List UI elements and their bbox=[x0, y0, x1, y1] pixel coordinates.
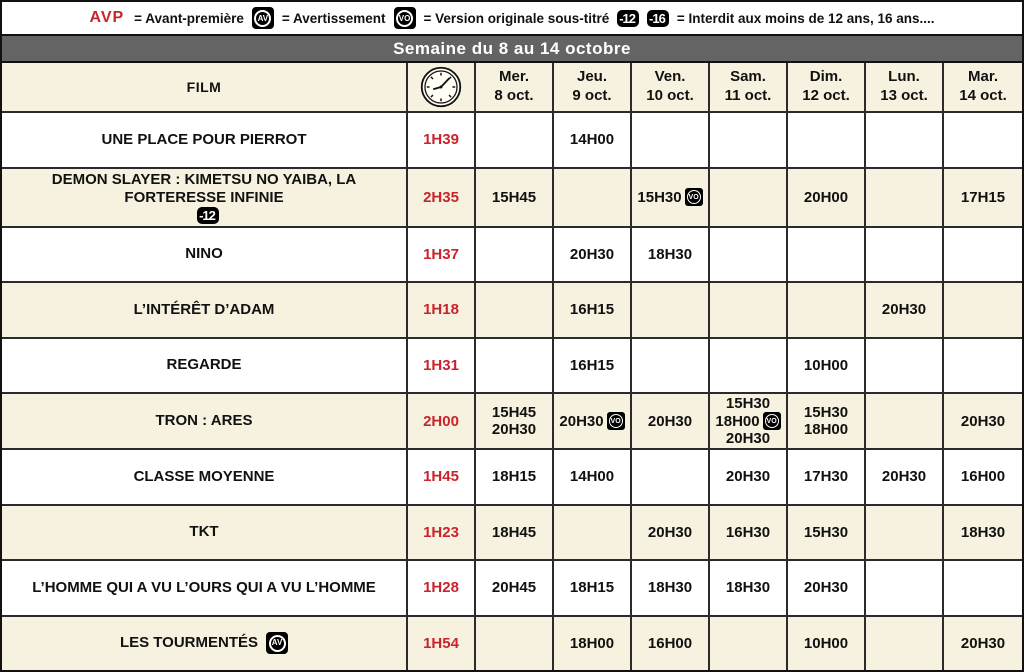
age-text: = Interdit aux moins de 12 ans, 16 ans.... bbox=[676, 10, 935, 26]
showtime-text: 18H30 bbox=[647, 579, 693, 597]
showtime-cell bbox=[632, 450, 710, 504]
showtime-cell bbox=[476, 228, 554, 282]
showtime-text: 15H30 bbox=[725, 395, 771, 412]
showtime-text: 17H15 bbox=[960, 188, 1006, 206]
day-name: Lun. bbox=[888, 68, 920, 86]
showtime-text: 17H30 bbox=[803, 468, 849, 486]
showtime bbox=[804, 524, 848, 541]
showtime-cell bbox=[866, 506, 944, 560]
av-badge-icon: AV bbox=[252, 7, 274, 29]
showtime-cell bbox=[944, 113, 1022, 167]
day-name: Mer. bbox=[498, 68, 529, 86]
avp-text: = Avant-première bbox=[134, 10, 244, 26]
vo-text: = Version originale sous-titré bbox=[423, 10, 610, 26]
day-date: 9 oct. bbox=[572, 87, 612, 104]
showtime-cell bbox=[944, 169, 1022, 226]
film-row bbox=[2, 617, 1022, 671]
showtime bbox=[570, 579, 614, 596]
film-title bbox=[2, 283, 408, 337]
showtime-cell bbox=[554, 169, 632, 226]
showtime-cell bbox=[866, 394, 944, 448]
film-duration: 1H45 bbox=[408, 450, 476, 504]
showtime-cell bbox=[554, 506, 632, 560]
showtime-cell bbox=[632, 394, 710, 448]
showtime-text: 20H00 bbox=[803, 188, 849, 206]
showtime-cell bbox=[632, 228, 710, 282]
showtime bbox=[637, 188, 702, 206]
showtime-text: 20H30 bbox=[647, 412, 693, 430]
showtime bbox=[648, 246, 692, 263]
showtime-text: 10H00 bbox=[803, 356, 849, 374]
film-title bbox=[2, 169, 408, 226]
showtime-cell bbox=[710, 394, 788, 448]
day-date: 8 oct. bbox=[494, 87, 534, 104]
showtime bbox=[648, 579, 692, 596]
vo-badge-icon: VO bbox=[685, 188, 703, 206]
day-column-header-sam bbox=[710, 63, 788, 111]
schedule-sheet bbox=[0, 36, 1024, 672]
film-title bbox=[2, 339, 408, 393]
day-name: Ven. bbox=[654, 68, 686, 86]
showtime-cell bbox=[944, 394, 1022, 448]
showtime-text: 18H15 bbox=[491, 468, 537, 486]
day-column-header-jeu bbox=[554, 63, 632, 111]
showtime-text: 16H00 bbox=[647, 634, 693, 652]
showtime-cell bbox=[710, 169, 788, 226]
table-header-row bbox=[2, 63, 1022, 113]
showtime bbox=[804, 404, 848, 421]
showtime bbox=[492, 468, 536, 485]
showtime-cell bbox=[866, 169, 944, 226]
showtime bbox=[726, 468, 770, 485]
day-column-header-ven bbox=[632, 63, 710, 111]
showtime-cell bbox=[944, 283, 1022, 337]
showtime-cell bbox=[554, 228, 632, 282]
showtime-cell bbox=[554, 450, 632, 504]
showtime-cell bbox=[710, 506, 788, 560]
showtime bbox=[726, 579, 770, 596]
film-duration: 2H00 bbox=[408, 394, 476, 448]
showtime-cell bbox=[866, 228, 944, 282]
film-duration: 2H35 bbox=[408, 169, 476, 226]
showtime-cell bbox=[788, 561, 866, 615]
showtime bbox=[570, 357, 614, 374]
film-row bbox=[2, 169, 1022, 228]
showtime bbox=[648, 635, 692, 652]
showtime-cell bbox=[788, 450, 866, 504]
showtime-text: 15H30 bbox=[803, 523, 849, 541]
showtime-cell bbox=[866, 617, 944, 671]
vo-badge-icon: VO bbox=[607, 412, 625, 430]
week-title: Semaine du 8 au 14 octobre bbox=[393, 38, 631, 58]
film-row bbox=[2, 228, 1022, 284]
showtime-text: 20H30 bbox=[725, 468, 771, 486]
showtime bbox=[804, 357, 848, 374]
age-12-badge-icon: -12 bbox=[617, 10, 639, 27]
showtime-text: 15H30 bbox=[803, 404, 849, 421]
showtime-text: 14H00 bbox=[569, 131, 615, 149]
film-row bbox=[2, 506, 1022, 562]
showtime bbox=[804, 421, 848, 438]
film-duration: 1H28 bbox=[408, 561, 476, 615]
showtime-cell bbox=[476, 283, 554, 337]
showtime-text: 15H45 bbox=[491, 404, 537, 421]
showtime-text: 18H30 bbox=[960, 523, 1006, 541]
showtime-cell bbox=[632, 283, 710, 337]
film-duration: 1H37 bbox=[408, 228, 476, 282]
showtime bbox=[726, 524, 770, 541]
showtime bbox=[804, 579, 848, 596]
showtime-cell bbox=[476, 450, 554, 504]
day-column-header-mar bbox=[944, 63, 1022, 111]
showtime-cell bbox=[632, 617, 710, 671]
showtime-text: 18H30 bbox=[725, 579, 771, 597]
showtime bbox=[804, 635, 848, 652]
showtime-cell bbox=[476, 561, 554, 615]
film-title-text: LES TOURMENTÉS bbox=[119, 634, 259, 652]
age-12-badge-icon: -12 bbox=[197, 207, 219, 224]
showtime-cell bbox=[710, 283, 788, 337]
showtime bbox=[492, 524, 536, 541]
showtime-text: 15H45 bbox=[491, 188, 537, 206]
showtime bbox=[961, 524, 1005, 541]
film-duration: 1H39 bbox=[408, 113, 476, 167]
film-title-text: CLASSE MOYENNE bbox=[133, 467, 275, 485]
showtime-cell bbox=[710, 450, 788, 504]
film-title bbox=[2, 450, 408, 504]
film-duration: 1H18 bbox=[408, 283, 476, 337]
day-name: Sam. bbox=[730, 68, 766, 86]
day-column-header-dim bbox=[788, 63, 866, 111]
film-title bbox=[2, 228, 408, 282]
showtime-cell bbox=[866, 339, 944, 393]
film-title-text: NINO bbox=[185, 245, 223, 263]
showtime bbox=[492, 189, 536, 206]
showtime bbox=[570, 301, 614, 318]
showtime-cell bbox=[944, 450, 1022, 504]
film-title bbox=[2, 394, 408, 448]
film-row bbox=[2, 339, 1022, 395]
showtime-text: 20H30 bbox=[803, 579, 849, 597]
showtime-text: 20H30 bbox=[559, 412, 604, 430]
film-row bbox=[2, 113, 1022, 169]
av-badge-icon: AV bbox=[266, 632, 288, 654]
showtime-cell bbox=[554, 339, 632, 393]
showtime-cell bbox=[554, 394, 632, 448]
showtime-text: 15H30 bbox=[637, 188, 682, 206]
film-row bbox=[2, 394, 1022, 450]
showtime-text: 16H00 bbox=[960, 468, 1006, 486]
showtime-cell bbox=[710, 228, 788, 282]
showtime-cell bbox=[710, 339, 788, 393]
film-title bbox=[2, 113, 408, 167]
film-title bbox=[2, 617, 408, 671]
showtime-text: 18H00 bbox=[803, 421, 849, 438]
showtime-cell bbox=[476, 394, 554, 448]
showtime-cell bbox=[944, 561, 1022, 615]
showtime-text: 16H15 bbox=[569, 301, 615, 319]
age-16-badge-icon: -16 bbox=[647, 10, 669, 27]
film-row bbox=[2, 561, 1022, 617]
showtime-cell bbox=[476, 339, 554, 393]
showtime bbox=[648, 524, 692, 541]
showtime bbox=[570, 131, 614, 148]
film-title-text: TRON : ARES bbox=[155, 412, 253, 429]
showtime bbox=[648, 413, 692, 430]
showtime bbox=[492, 579, 536, 596]
film-title bbox=[2, 506, 408, 560]
showtime-text: 20H30 bbox=[647, 523, 693, 541]
showtime-text: 10H00 bbox=[803, 634, 849, 652]
showtime bbox=[559, 412, 624, 430]
showtime-cell bbox=[788, 617, 866, 671]
showtime-text: 18H00 bbox=[715, 412, 760, 430]
showtime-cell bbox=[554, 283, 632, 337]
showtime-cell bbox=[710, 561, 788, 615]
showtime bbox=[804, 468, 848, 485]
day-date: 14 oct. bbox=[959, 87, 1007, 104]
showtime-cell bbox=[788, 394, 866, 448]
showtime-cell bbox=[554, 617, 632, 671]
showtime-cell bbox=[632, 561, 710, 615]
day-date: 13 oct. bbox=[880, 87, 928, 104]
showtime-cell bbox=[476, 169, 554, 226]
showtime-cell bbox=[788, 169, 866, 226]
showtime bbox=[804, 189, 848, 206]
showtime-cell bbox=[944, 339, 1022, 393]
showtime bbox=[726, 395, 770, 412]
day-column-header-lun bbox=[866, 63, 944, 111]
showtime-cell bbox=[944, 506, 1022, 560]
showtime-cell bbox=[944, 617, 1022, 671]
showtime-cell bbox=[632, 506, 710, 560]
legend-bar bbox=[0, 0, 1024, 36]
day-name: Jeu. bbox=[576, 68, 607, 86]
day-name: Mar. bbox=[967, 68, 998, 86]
showtime bbox=[961, 413, 1005, 430]
film-title-text: REGARDE bbox=[166, 356, 242, 374]
showtime-cell bbox=[866, 283, 944, 337]
showtime-cell bbox=[632, 169, 710, 226]
vo-badge-icon: VO bbox=[763, 412, 781, 430]
showtime-text: 20H30 bbox=[881, 301, 927, 319]
showtime bbox=[882, 301, 926, 318]
showtime-cell bbox=[944, 228, 1022, 282]
showtime-cell bbox=[710, 113, 788, 167]
showtime-text: 18H00 bbox=[569, 634, 615, 652]
showtime-text: 16H30 bbox=[725, 523, 771, 541]
showtime-text: 20H30 bbox=[491, 421, 537, 438]
showtime bbox=[570, 635, 614, 652]
showtime bbox=[961, 189, 1005, 206]
duration-column-header bbox=[408, 63, 476, 111]
showtime-cell bbox=[476, 617, 554, 671]
showtime-text: 20H30 bbox=[960, 412, 1006, 430]
showtime bbox=[726, 430, 770, 447]
showtime-cell bbox=[710, 617, 788, 671]
film-title-text: UNE PLACE POUR PIERROT bbox=[101, 130, 307, 148]
film-duration: 1H54 bbox=[408, 617, 476, 671]
film-duration: 1H23 bbox=[408, 506, 476, 560]
showtime-cell bbox=[476, 113, 554, 167]
showtime-cell bbox=[554, 561, 632, 615]
avp-label: AVP bbox=[89, 9, 125, 26]
film-title-text: DEMON SLAYER : KIMETSU NO YAIBA, LA FORTERESSE INFINIE bbox=[51, 170, 357, 206]
showtime-cell bbox=[788, 339, 866, 393]
showtime-cell bbox=[866, 450, 944, 504]
showtime-cell bbox=[788, 228, 866, 282]
day-name: Dim. bbox=[809, 68, 843, 86]
showtime-text: 20H30 bbox=[960, 634, 1006, 652]
film-title-text: TKT bbox=[189, 523, 219, 541]
showtime bbox=[961, 635, 1005, 652]
week-title-bar bbox=[2, 36, 1022, 63]
day-column-header-mer bbox=[476, 63, 554, 111]
day-date: 10 oct. bbox=[646, 87, 694, 104]
showtime-text: 20H30 bbox=[569, 245, 615, 263]
showtime-cell bbox=[788, 283, 866, 337]
showtime-cell bbox=[476, 506, 554, 560]
film-title bbox=[2, 561, 408, 615]
showtime bbox=[570, 468, 614, 485]
film-row bbox=[2, 283, 1022, 339]
showtime-cell bbox=[632, 339, 710, 393]
vo-badge-icon: VO bbox=[394, 7, 416, 29]
showtime-cell bbox=[788, 113, 866, 167]
film-column-header: FILM bbox=[2, 63, 408, 111]
showtime-text: 18H15 bbox=[569, 579, 615, 597]
showtime bbox=[882, 468, 926, 485]
showtime bbox=[492, 404, 536, 421]
showtime-text: 20H30 bbox=[725, 430, 771, 447]
day-date: 12 oct. bbox=[802, 87, 850, 104]
showtime-cell bbox=[554, 113, 632, 167]
film-rows bbox=[2, 113, 1022, 670]
showtime bbox=[961, 468, 1005, 485]
showtime-text: 18H30 bbox=[647, 245, 693, 263]
day-date: 11 oct. bbox=[724, 87, 772, 104]
showtime-cell bbox=[866, 113, 944, 167]
film-title-text: L’INTÉRÊT D’ADAM bbox=[133, 300, 275, 318]
showtime-cell bbox=[632, 113, 710, 167]
film-title-text: L’HOMME QUI A VU L’OURS QUI A VU L’HOMME bbox=[32, 578, 376, 596]
film-row bbox=[2, 450, 1022, 506]
showtime bbox=[570, 246, 614, 263]
showtime-text: 16H15 bbox=[569, 356, 615, 374]
showtime-text: 18H45 bbox=[491, 523, 537, 541]
showtime bbox=[715, 412, 780, 430]
showtime-cell bbox=[866, 561, 944, 615]
showtime-text: 20H45 bbox=[491, 579, 537, 597]
film-duration: 1H31 bbox=[408, 339, 476, 393]
showtime-text: 20H30 bbox=[881, 468, 927, 486]
showtime bbox=[492, 421, 536, 438]
showtime-cell bbox=[788, 506, 866, 560]
clock-icon bbox=[419, 65, 463, 109]
showtime-text: 14H00 bbox=[569, 468, 615, 486]
av-text: = Avertissement bbox=[281, 10, 386, 26]
